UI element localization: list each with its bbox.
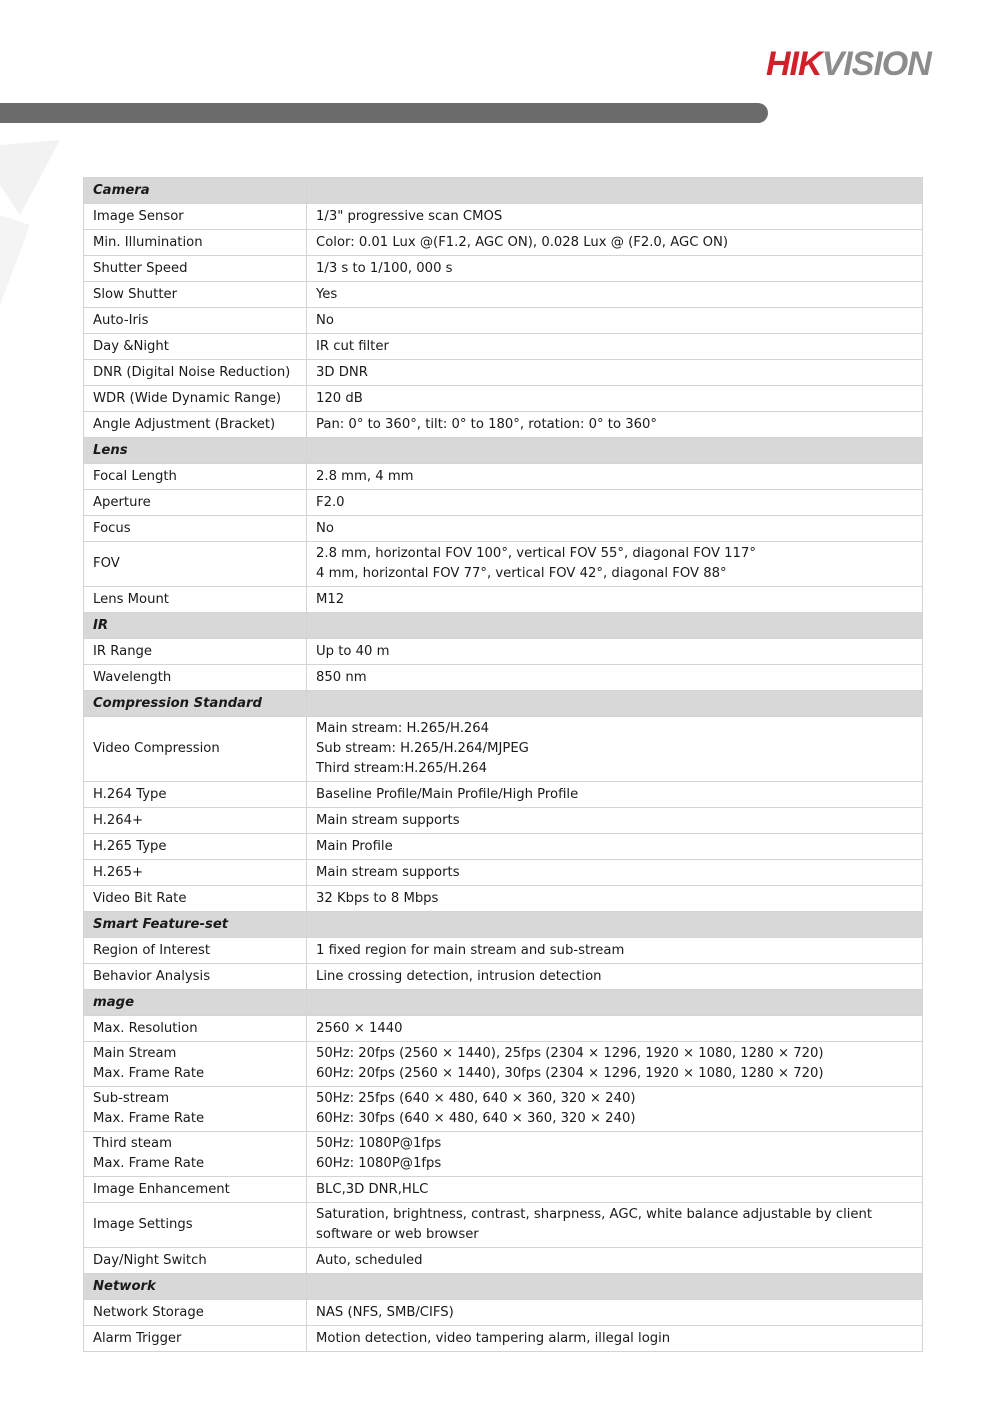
- spec-row: [84, 204, 923, 230]
- spec-value: [307, 1132, 923, 1177]
- spec-label-line: Angle Adjustment (Bracket): [93, 416, 276, 432]
- spec-row: [84, 282, 923, 308]
- spec-row: [84, 834, 923, 860]
- spec-label-line: Behavior Analysis: [93, 968, 211, 984]
- spec-value: [307, 587, 923, 613]
- spec-value-line: F2.0: [316, 494, 345, 510]
- spec-label: [84, 587, 307, 613]
- spec-value-line: 60Hz: 30fps (640 × 480, 640 × 360, 320 × 240): [316, 1111, 636, 1126]
- spec-label: [84, 1326, 307, 1352]
- spec-value-line: Main stream: H.265/H.264: [316, 721, 490, 736]
- spec-label-line: Shutter Speed: [93, 260, 188, 276]
- spec-label: [84, 1016, 307, 1042]
- spec-value: [307, 782, 923, 808]
- spec-label-line: H.265 Type: [93, 838, 167, 854]
- spec-row: [84, 464, 923, 490]
- spec-value-line: BLC,3D DNR,HLC: [316, 1181, 429, 1197]
- logo-vision-text: VISION: [821, 45, 931, 83]
- spec-table: [83, 177, 923, 1352]
- spec-value: [307, 1300, 923, 1326]
- spec-value: [307, 464, 923, 490]
- spec-value-line: 850 nm: [316, 669, 367, 685]
- spec-value: [307, 230, 923, 256]
- spec-value-line: 60Hz: 1080P@1fps: [316, 1156, 442, 1171]
- spec-label: [84, 360, 307, 386]
- section-blank: [307, 613, 923, 639]
- spec-row: [84, 1042, 923, 1087]
- spec-value-line: Line crossing detection, intrusion detection: [316, 968, 602, 984]
- spec-label-line: Network Storage: [93, 1304, 204, 1320]
- spec-value: [307, 886, 923, 912]
- spec-value-line: 2560 × 1440: [316, 1020, 403, 1036]
- spec-value-line: Main stream supports: [316, 864, 460, 880]
- section-title: mage: [84, 990, 307, 1016]
- spec-value: [307, 516, 923, 542]
- spec-row: [84, 1248, 923, 1274]
- spec-row: [84, 360, 923, 386]
- spec-label-line: Image Enhancement: [93, 1181, 230, 1197]
- spec-label-line: Max. Frame Rate: [93, 1066, 205, 1081]
- spec-value-line: 1/3" progressive scan CMOS: [316, 208, 503, 224]
- watermark-shape-icon: [0, 125, 80, 325]
- spec-label: [84, 412, 307, 438]
- spec-value: [307, 386, 923, 412]
- spec-label: [84, 1203, 307, 1248]
- spec-value: [307, 1042, 923, 1087]
- spec-label-line: Image Sensor: [93, 208, 184, 224]
- spec-label-line: Alarm Trigger: [93, 1330, 182, 1346]
- spec-value: [307, 334, 923, 360]
- spec-row: [84, 1016, 923, 1042]
- spec-value: [307, 412, 923, 438]
- spec-label-line: Day &Night: [93, 338, 169, 354]
- spec-value-line: 4 mm, horizontal FOV 77°, vertical FOV 42°, diagonal FOV 88°: [316, 566, 727, 581]
- section-header: [84, 438, 923, 464]
- section-header: [84, 1274, 923, 1300]
- spec-row: [84, 490, 923, 516]
- spec-value-line: 50Hz: 20fps (2560 × 1440), 25fps (2304 × 1296, 1920 × 1080, 1280 × 720): [316, 1046, 824, 1061]
- spec-value: [307, 204, 923, 230]
- spec-value: [307, 490, 923, 516]
- spec-value: [307, 938, 923, 964]
- spec-value: [307, 639, 923, 665]
- spec-row: [84, 938, 923, 964]
- spec-value: [307, 542, 923, 587]
- spec-row: [84, 665, 923, 691]
- spec-label-line: DNR (Digital Noise Reduction): [93, 364, 291, 380]
- spec-label-line: Wavelength: [93, 669, 172, 685]
- spec-value-line: IR cut filter: [316, 338, 389, 354]
- section-header: [84, 178, 923, 204]
- spec-row: [84, 1132, 923, 1177]
- spec-label-line: Sub-stream: [93, 1091, 170, 1106]
- section-title: Smart Feature-set: [84, 912, 307, 938]
- spec-value-line: Yes: [316, 286, 338, 302]
- spec-row: [84, 1300, 923, 1326]
- section-title: Network: [84, 1274, 307, 1300]
- spec-label-line: Focal Length: [93, 468, 177, 484]
- spec-label: [84, 1087, 307, 1132]
- spec-value-line: 3D DNR: [316, 364, 368, 380]
- spec-label: [84, 808, 307, 834]
- section-blank: [307, 691, 923, 717]
- spec-label-line: H.264+: [93, 812, 144, 828]
- spec-label-line: Max. Resolution: [93, 1020, 198, 1036]
- spec-label-line: Auto-Iris: [93, 312, 149, 328]
- hikvision-logo: [766, 44, 956, 84]
- spec-value-line: 60Hz: 20fps (2560 × 1440), 30fps (2304 × 1296, 1920 × 1080, 1280 × 720): [316, 1066, 824, 1081]
- spec-value-line: 120 dB: [316, 390, 363, 406]
- spec-row: [84, 587, 923, 613]
- section-blank: [307, 178, 923, 204]
- spec-label: [84, 886, 307, 912]
- spec-label-line: Main Stream: [93, 1046, 177, 1061]
- spec-value-line: Auto, scheduled: [316, 1252, 423, 1268]
- spec-value: [307, 964, 923, 990]
- spec-label: [84, 308, 307, 334]
- spec-row: [84, 256, 923, 282]
- spec-value-line: 2.8 mm, 4 mm: [316, 468, 414, 484]
- spec-value: [307, 308, 923, 334]
- spec-value: [307, 1248, 923, 1274]
- spec-label: [84, 1042, 307, 1087]
- spec-label-line: Day/Night Switch: [93, 1252, 207, 1268]
- spec-label-line: FOV: [93, 556, 120, 571]
- spec-value: [307, 282, 923, 308]
- spec-label-line: WDR (Wide Dynamic Range): [93, 390, 282, 406]
- spec-value-line: 2.8 mm, horizontal FOV 100°, vertical FOV 55°, diagonal FOV 117°: [316, 546, 756, 561]
- section-blank: [307, 438, 923, 464]
- spec-value-line: Baseline Profile/Main Profile/High Profile: [316, 786, 579, 802]
- spec-label: [84, 782, 307, 808]
- section-title: Compression Standard: [84, 691, 307, 717]
- section-header: [84, 990, 923, 1016]
- spec-label: [84, 964, 307, 990]
- spec-row: [84, 808, 923, 834]
- spec-value-line: Up to 40 m: [316, 643, 390, 659]
- spec-value-line: 1 fixed region for main stream and sub-stream: [316, 942, 625, 958]
- spec-label: [84, 860, 307, 886]
- spec-value-line: NAS (NFS, SMB/CIFS): [316, 1304, 454, 1320]
- spec-value: [307, 1016, 923, 1042]
- spec-value: [307, 834, 923, 860]
- spec-value-line: 50Hz: 1080P@1fps: [316, 1136, 442, 1151]
- spec-value: [307, 1203, 923, 1248]
- spec-row: [84, 516, 923, 542]
- spec-label-line: Slow Shutter: [93, 286, 178, 302]
- section-header: [84, 613, 923, 639]
- spec-label-line: Third steam: [93, 1136, 172, 1151]
- spec-label-line: Max. Frame Rate: [93, 1111, 205, 1126]
- spec-value-line: 32 Kbps to 8 Mbps: [316, 890, 439, 906]
- spec-row: [84, 542, 923, 587]
- spec-value: [307, 717, 923, 782]
- spec-label-line: Lens Mount: [93, 591, 169, 607]
- spec-label: [84, 1132, 307, 1177]
- spec-row: [84, 717, 923, 782]
- spec-label: [84, 204, 307, 230]
- spec-value-line: Color: 0.01 Lux @(F1.2, AGC ON), 0.028 Lux @ (F2.0, AGC ON): [316, 234, 728, 250]
- spec-row: [84, 1326, 923, 1352]
- spec-value-line: Pan: 0° to 360°, tilt: 0° to 180°, rotation: 0° to 360°: [316, 416, 657, 432]
- section-header: [84, 912, 923, 938]
- spec-value-line: No: [316, 520, 334, 536]
- spec-label: [84, 230, 307, 256]
- spec-row: [84, 1203, 923, 1248]
- spec-row: [84, 1177, 923, 1203]
- spec-label: [84, 834, 307, 860]
- section-header: [84, 691, 923, 717]
- spec-value-line: Third stream:H.265/H.264: [316, 761, 488, 776]
- spec-value-line: Motion detection, video tampering alarm, illegal login: [316, 1330, 671, 1346]
- spec-value: [307, 1177, 923, 1203]
- spec-row: [84, 639, 923, 665]
- spec-value: [307, 665, 923, 691]
- section-blank: [307, 1274, 923, 1300]
- spec-label-line: Aperture: [93, 494, 151, 510]
- spec-label-line: H.265+: [93, 864, 144, 880]
- spec-label: [84, 386, 307, 412]
- spec-value-line: Main Profile: [316, 838, 393, 854]
- spec-label: [84, 665, 307, 691]
- section-blank: [307, 912, 923, 938]
- spec-row: [84, 1087, 923, 1132]
- spec-value: [307, 360, 923, 386]
- section-blank: [307, 990, 923, 1016]
- spec-label-line: Min. Illumination: [93, 234, 203, 250]
- spec-row: [84, 230, 923, 256]
- spec-value-line: Saturation, brightness, contrast, sharpness, AGC, white balance adjustable by client software or web browser: [316, 1207, 873, 1242]
- spec-label-line: Video Compression: [93, 741, 220, 756]
- spec-label: [84, 516, 307, 542]
- spec-row: [84, 860, 923, 886]
- spec-row: [84, 308, 923, 334]
- spec-label-line: Video Bit Rate: [93, 890, 187, 906]
- spec-row: [84, 334, 923, 360]
- spec-value-line: 50Hz: 25fps (640 × 480, 640 × 360, 320 × 240): [316, 1091, 636, 1106]
- spec-label: [84, 490, 307, 516]
- spec-label: [84, 464, 307, 490]
- spec-value-line: 1/3 s to 1/100, 000 s: [316, 260, 453, 276]
- spec-label: [84, 1300, 307, 1326]
- spec-label-line: IR Range: [93, 643, 153, 659]
- spec-row: [84, 782, 923, 808]
- spec-label-line: Region of Interest: [93, 942, 211, 958]
- spec-value-line: M12: [316, 591, 345, 607]
- section-title: IR: [84, 613, 307, 639]
- spec-row: [84, 386, 923, 412]
- spec-label-line: Max. Frame Rate: [93, 1156, 205, 1171]
- header-bar: [0, 103, 768, 123]
- spec-label: [84, 1177, 307, 1203]
- section-title: Lens: [84, 438, 307, 464]
- spec-label: [84, 334, 307, 360]
- spec-value: [307, 860, 923, 886]
- spec-row: [84, 886, 923, 912]
- logo-hik-text: HIK: [766, 45, 822, 83]
- spec-value: [307, 1087, 923, 1132]
- spec-label: [84, 938, 307, 964]
- spec-value-line: Sub stream: H.265/H.264/MJPEG: [316, 741, 529, 756]
- spec-value-line: Main stream supports: [316, 812, 460, 828]
- spec-value-line: No: [316, 312, 334, 328]
- spec-row: [84, 412, 923, 438]
- section-title: Camera: [84, 178, 307, 204]
- spec-label: [84, 282, 307, 308]
- spec-label-line: Focus: [93, 520, 131, 536]
- spec-label: [84, 542, 307, 587]
- spec-label: [84, 717, 307, 782]
- spec-label-line: Image Settings: [93, 1217, 193, 1232]
- spec-row: [84, 964, 923, 990]
- spec-value: [307, 256, 923, 282]
- spec-label: [84, 256, 307, 282]
- spec-label: [84, 1248, 307, 1274]
- spec-label-line: H.264 Type: [93, 786, 167, 802]
- spec-value: [307, 1326, 923, 1352]
- spec-value: [307, 808, 923, 834]
- spec-label: [84, 639, 307, 665]
